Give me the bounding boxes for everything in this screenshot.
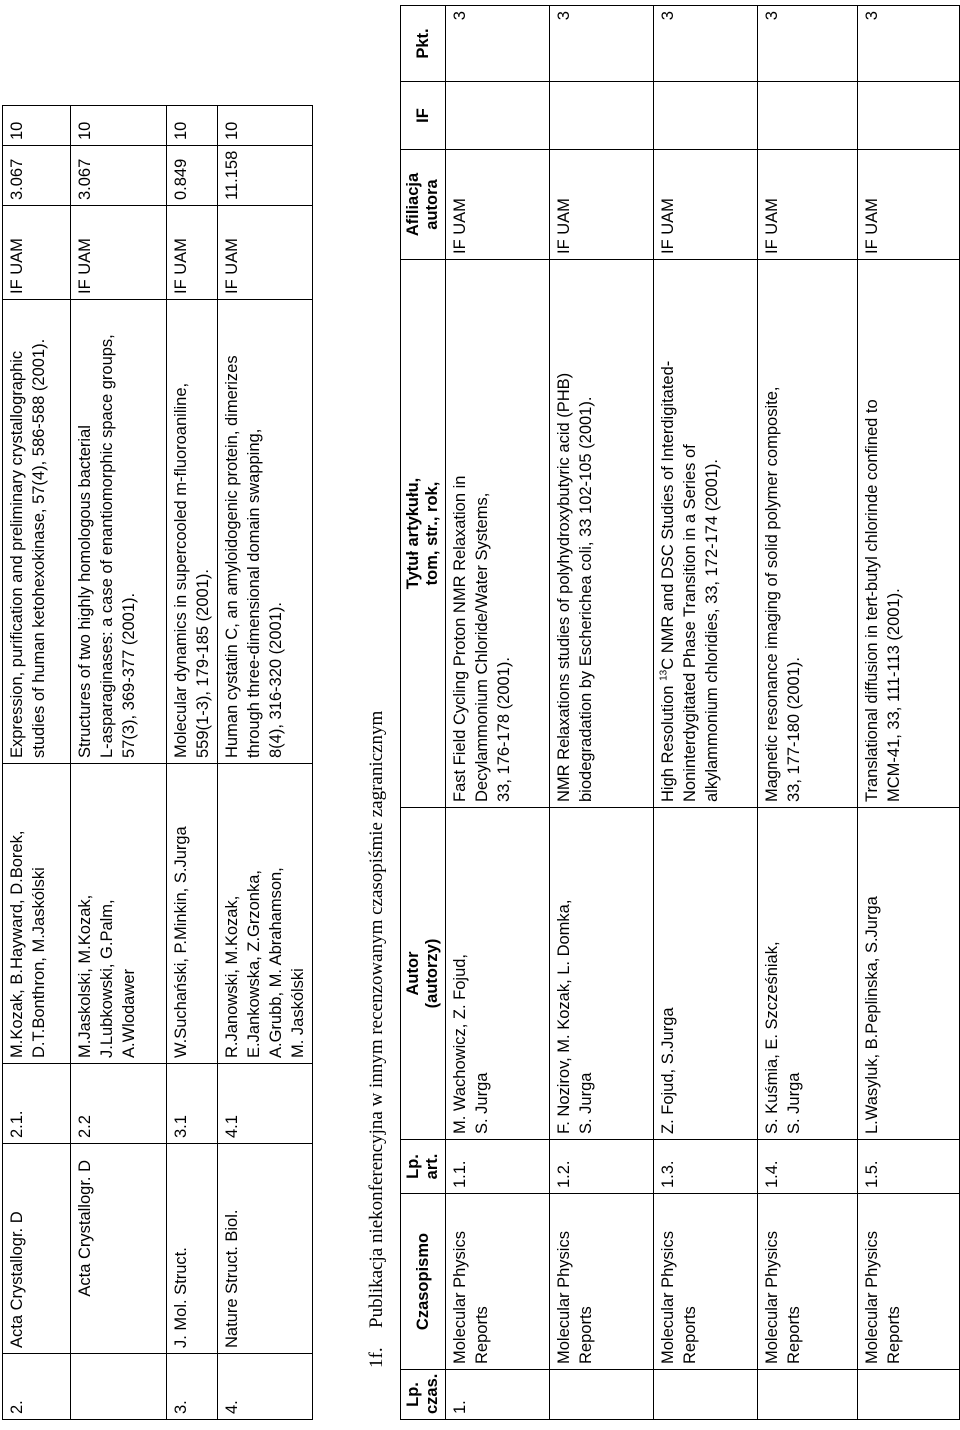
cell-authors: R.Janowski, M.Kozak, E.Jankowska, Z.Grzonka, A.Grubb, M. Abrahamson, M. Jaskólski — [218, 764, 313, 1064]
cell-journal: Acta Crystallogr. D — [3, 1144, 71, 1354]
cell-pkt: 3 — [654, 6, 758, 82]
cell-journal: Acta Crystallogr. D — [71, 1144, 167, 1354]
cell-title: NMR Relaxations studies of polyhydroxybutyric acid (PHB) biodegradation by Escherichea coli, 33 102-105 (2001). — [550, 260, 654, 808]
cell-pkt: 10 — [3, 106, 71, 146]
cell-affiliation: IF UAM — [446, 150, 550, 260]
table-row — [446, 6, 550, 1420]
cell-journal: Nature Struct. Biol. — [218, 1144, 313, 1354]
cell-title: High Resolution $^{13}$C NMR and DSC Studies of Interdigitated- Noninterdygitated Phase Transition in a Series of alkylammonium chloridies, 33, 172-174 (2001). — [654, 260, 758, 808]
cell-affiliation: IF UAM — [550, 150, 654, 260]
cell-authors: Z. Fojud, S.Jurga — [654, 808, 758, 1140]
table-row — [218, 106, 313, 1420]
cell-authors: M.Jaskolski, M.Kozak, J.Lubkowski, G.Palm, A.Wlodawer — [71, 764, 167, 1064]
header-lp: Lp. czas. — [401, 1370, 446, 1420]
cell-lp — [550, 1370, 654, 1420]
cell-lp — [858, 1370, 960, 1420]
section-heading — [366, 711, 388, 1368]
cell-pkt: 10 — [218, 106, 313, 146]
cell-title: Fast Field Cycling Proton NMR Relaxation in Decylammonium Chloride/Water Systems, 33, 176-178 (2001). — [446, 260, 550, 808]
cell-affiliation: IF UAM — [167, 206, 218, 300]
cell-art: 1.1. — [446, 1140, 550, 1194]
publications-table-top — [2, 105, 313, 1420]
cell-art: 1.2. — [550, 1140, 654, 1194]
cell-art: 2.1. — [3, 1064, 71, 1144]
cell-lp — [758, 1370, 858, 1420]
cell-if: 3.067 — [71, 146, 167, 206]
table-row — [71, 106, 167, 1420]
cell-pkt: 3 — [758, 6, 858, 82]
cell-if — [654, 82, 758, 150]
table-header-row — [401, 6, 446, 1420]
table-row — [758, 6, 858, 1420]
cell-if: 0.849 — [167, 146, 218, 206]
cell-art: 2.2 — [71, 1064, 167, 1144]
cell-if: 3.067 — [3, 146, 71, 206]
cell-authors: F. Nozirov, M. Kozak, L. Domka, S. Jurga — [550, 808, 654, 1140]
cell-affiliation: IF UAM — [654, 150, 758, 260]
publications-table-bottom — [400, 5, 960, 1420]
header-author: Autor (autorzy) — [401, 808, 446, 1140]
header-pkt: Pkt. — [401, 6, 446, 82]
cell-title: Human cystatin C, an amyloidogenic protein, dimerizes through three-dimensional domain swapping, 8(4), 316-320 (2001). — [218, 300, 313, 764]
cell-authors: L.Wasyluk, B.Peplinska, S.Jurga — [858, 808, 960, 1140]
cell-lp: 2. — [3, 1354, 71, 1420]
section-title: Publikacja niekonferencyjna w innym recenzowanym czasopiśmie zagranicznym — [366, 710, 387, 1328]
cell-art: 1.5. — [858, 1140, 960, 1194]
cell-authors: M.Kozak, B.Hayward, D.Borek, D.T.Bonthron, M.Jaskólski — [3, 764, 71, 1064]
cell-affiliation: IF UAM — [3, 206, 71, 300]
cell-title: Magnetic resonance imaging of solid polymer composite, 33, 177-180 (2001). — [758, 260, 858, 808]
cell-lp — [654, 1370, 758, 1420]
cell-pkt: 10 — [167, 106, 218, 146]
cell-art: 1.3. — [654, 1140, 758, 1194]
cell-art: 3.1 — [167, 1064, 218, 1144]
cell-journal: Molecular Physics Reports — [758, 1194, 858, 1370]
cell-pkt: 3 — [550, 6, 654, 82]
cell-lp: 3. — [167, 1354, 218, 1420]
cell-pkt: 3 — [446, 6, 550, 82]
header-art: Lp. art. — [401, 1140, 446, 1194]
cell-pkt: 10 — [71, 106, 167, 146]
cell-authors: S. Kuśmia, E. Szcześniak, S. Jurga — [758, 808, 858, 1140]
header-if: IF — [401, 82, 446, 150]
cell-lp: 1. — [446, 1370, 550, 1420]
table-row — [858, 6, 960, 1420]
cell-journal: Molecular Physics Reports — [858, 1194, 960, 1370]
cell-lp: 4. — [218, 1354, 313, 1420]
cell-title: Molecular dynamics in supercooled m-fluoroaniline, 559(1-3), 179-185 (2001). — [167, 300, 218, 764]
cell-if: 11.158 — [218, 146, 313, 206]
cell-if — [758, 82, 858, 150]
cell-pkt: 3 — [858, 6, 960, 82]
cell-affiliation: IF UAM — [758, 150, 858, 260]
cell-if — [446, 82, 550, 150]
cell-affiliation: IF UAM — [858, 150, 960, 260]
table-row — [167, 106, 218, 1420]
cell-if — [550, 82, 654, 150]
cell-art: 1.4. — [758, 1140, 858, 1194]
table-row — [550, 6, 654, 1420]
cell-art: 4.1 — [218, 1064, 313, 1144]
cell-authors: M. Wachowicz, Z. Fojud, S. Jurga — [446, 808, 550, 1140]
header-journal: Czasopismo — [401, 1194, 446, 1370]
section-number: 1f. — [366, 1347, 387, 1368]
cell-journal: Molecular Physics Reports — [446, 1194, 550, 1370]
header-affiliation: Afiliacja autora — [401, 150, 446, 260]
cell-affiliation: IF UAM — [71, 206, 167, 300]
cell-if — [858, 82, 960, 150]
cell-journal: J. Mol. Struct. — [167, 1144, 218, 1354]
cell-journal: Molecular Physics Reports — [654, 1194, 758, 1370]
cell-title: Translational diffusion in tert-butyl chlorinde confined to MCM-41, 33, 111-113 (2001). — [858, 260, 960, 808]
cell-journal: Molecular Physics Reports — [550, 1194, 654, 1370]
cell-title: Expression, purification and preliminary crystallographic studies of human ketohexokinase, 57(4), 586-588 (2001). — [3, 300, 71, 764]
cell-authors: W.Suchański, P.Minkin, S.Jurga — [167, 764, 218, 1064]
table-row — [3, 106, 71, 1420]
cell-title: Structures of two highly homologous bacterial L-asparaginases: a case of enantiomorphic space groups, 57(3), 369-377 (2001). — [71, 300, 167, 764]
table-row — [654, 6, 758, 1420]
header-title: Tytuł artykułu, tom, str., rok, — [401, 260, 446, 808]
cell-affiliation: IF UAM — [218, 206, 313, 300]
cell-lp — [71, 1354, 167, 1420]
